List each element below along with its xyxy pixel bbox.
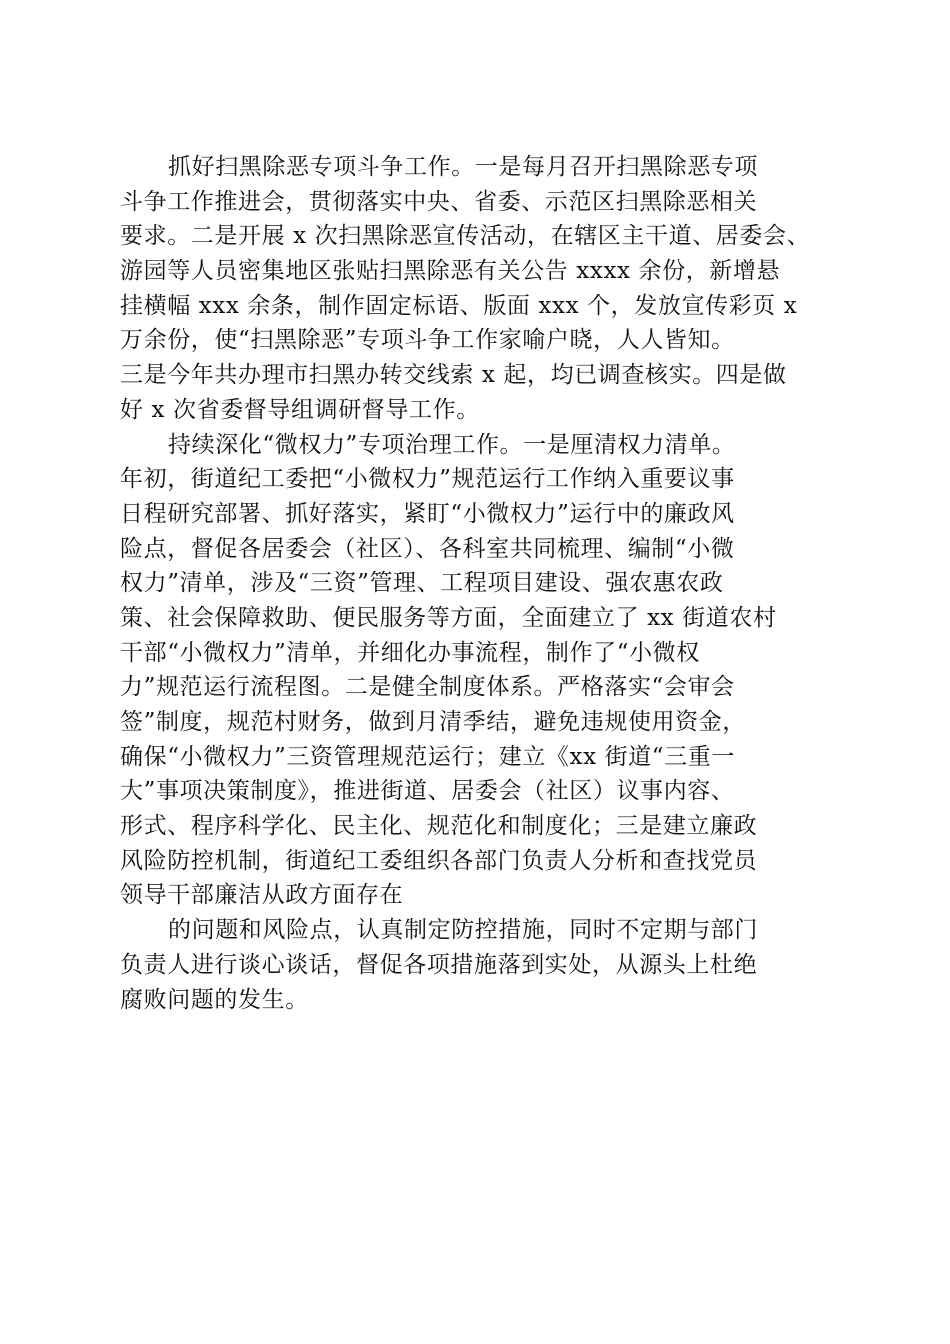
paragraph-2-line-14: 领导干部廉洁从政方面存在 <box>120 882 404 909</box>
paragraph-1-line-7: 三是今年共办理市扫黑办转交线索 x 起，均已调查核实。四是做 <box>120 362 787 389</box>
paragraph-1-line-2: 斗争工作推进会，贯彻落实中央、省委、示范区扫黑除恶相关 <box>120 188 758 215</box>
paragraph-1-line-3: 要求。二是开展 x 次扫黑除恶宣传活动，在辖区主干道、居委会、 <box>120 223 811 250</box>
paragraph-3-line-1: 的问题和风险点，认真制定防控措施，同时不定期与部门 <box>168 917 758 944</box>
paragraph-2-line-7: 干部“小微权力”清单，并细化办事流程，制作了“小微权 <box>120 639 700 666</box>
paragraph-2-line-9: 签”制度，规范村财务，做到月清季结，避免违规使用资金， <box>120 709 746 735</box>
paragraph-2-line-11: 大”事项决策制度》，推进街道、居委会（社区）议事内容、 <box>120 778 735 805</box>
paragraph-2-line-6: 策、社会保障救助、便民服务等方面，全面建立了 xx 街道农村 <box>120 604 777 631</box>
paragraph-1-line-5: 挂横幅 xxx 余条，制作固定标语、版面 xxx 个，发放宣传彩页 x <box>120 292 798 319</box>
paragraph-2-line-12: 形式、程序科学化、民主化、规范化和制度化；三是建立廉政 <box>120 813 758 840</box>
paragraph-3-line-3: 腐败问题的发生。 <box>120 986 309 1013</box>
paragraph-2-line-1: 持续深化“微权力”专项治理工作。一是厘清权力清单。 <box>168 431 736 458</box>
paragraph-2-line-2: 年初，街道纪工委把“小微权力”规范运行工作纳入重要议事 <box>120 466 735 493</box>
paragraph-1-line-1: 抓好扫黑除恶专项斗争工作。一是每月召开扫黑除恶专项 <box>168 154 758 180</box>
paragraph-1-line-4: 游园等人员密集地区张贴扫黑除恶有关公告 xxxx 余份，新增悬 <box>120 258 781 285</box>
body-text <box>120 150 840 1017</box>
paragraph-1-line-8: 好 x 次省委督导组调研督导工作。 <box>120 396 480 423</box>
paragraph-2-line-10: 确保“小微权力”三资管理规范运行；建立《xx 街道“三重一 <box>120 743 735 770</box>
paragraph-3-line-2: 负责人进行谈心谈话，督促各项措施落到实处，从源头上杜绝 <box>120 951 758 978</box>
paragraph-2-line-3: 日程研究部署、抓好落实，紧盯“小微权力”运行中的廉政风 <box>120 500 735 527</box>
paragraph-2-line-4: 险点，督促各居委会（社区）、各科室共同梳理、编制“小微 <box>120 535 735 562</box>
paragraph-1-line-6: 万余份，使“扫黑除恶”专项斗争工作家喻户晓，人人皆知。 <box>120 327 735 354</box>
paragraph-2-line-13: 风险防控机制，街道纪工委组织各部门负责人分析和查找党员 <box>120 847 758 874</box>
paragraph-2-line-5: 权力”清单，涉及“三资”管理、工程项目建设、强农惠农政 <box>120 570 724 597</box>
paragraph-2-line-8: 力”规范运行流程图。二是健全制度体系。严格落实“会审会 <box>120 674 735 701</box>
